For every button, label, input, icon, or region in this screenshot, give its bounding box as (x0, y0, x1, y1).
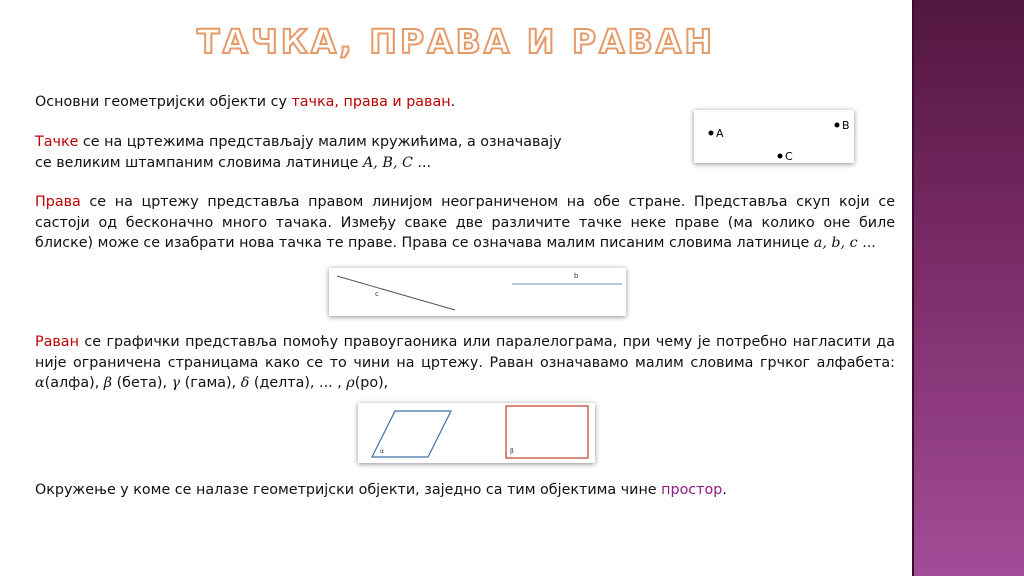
alpha-symbol: α (35, 375, 45, 391)
point-a-label: A (716, 127, 724, 140)
plane-paragraph (35, 332, 895, 394)
point-c (778, 154, 783, 159)
point-c-label: C (785, 150, 793, 163)
intro-text: Основни геометријски објекти су (35, 94, 292, 110)
beta-symbol: β (103, 375, 113, 391)
point-a (709, 131, 714, 136)
points-line1: се на цртежима представљају малим кружићима, а означавају (78, 134, 562, 150)
line-c-label: c (375, 290, 379, 298)
points-ellipsis: ... (412, 154, 432, 171)
space-text: Окружење у коме се налазе геометријски објекти, заједно са тим објектима чине (35, 482, 662, 498)
line-b-label: b (574, 272, 579, 280)
space-highlight: простор (661, 482, 723, 498)
delta-name: (делта), ... , (249, 375, 347, 391)
point-b (835, 123, 840, 128)
line-term: Права (35, 194, 81, 210)
line-text: се на цртежу представља правом линијом неограниченом на обе стране. Представља скуп који се састоји од бесконачно много тачака. Између сваке две различите тачке неке праве (ма колико оне биле блиске) може се изабрати нова тачка те праве. Права се означава малим писаним словима латинице (35, 194, 895, 251)
intro-highlight: тачка, права и раван (291, 94, 451, 110)
line-ellipsis: ... (857, 235, 876, 251)
points-figure-svg (694, 110, 854, 163)
gamma-name: (гама), (180, 375, 241, 391)
slide-title: ТАЧКА, ПРАВА И РАВАН (197, 22, 715, 61)
plane-text: се графички представља помоћу правоугаоника или паралелограма, при чему је потребно нагласити да није ограничена страницама како се то чини на цртежу. Раван означавамо малим словима грчког алфабета: (35, 334, 895, 371)
plane-beta-label: β (510, 448, 514, 455)
planes-figure (358, 403, 595, 463)
points-math: A, B, C (362, 154, 413, 171)
alpha-name: (алфа), (44, 375, 104, 391)
point-b-label: B (842, 119, 850, 132)
line-paragraph (35, 192, 895, 254)
rho-name: (ро), (354, 375, 389, 391)
side-decoration-bar (912, 0, 1024, 576)
line-c (337, 276, 455, 310)
intro-end: . (450, 94, 456, 110)
plane-alpha-label: α (380, 448, 384, 455)
rho-symbol: ρ (346, 375, 355, 391)
lines-figure (329, 268, 626, 316)
points-paragraph (35, 132, 635, 173)
planes-figure-svg (358, 403, 595, 463)
intro-paragraph (35, 92, 455, 113)
points-line2: се великим штампаним словима латинице (35, 154, 363, 171)
gamma-symbol: γ (171, 375, 181, 391)
delta-symbol: δ (240, 375, 250, 391)
lines-figure-svg (329, 268, 626, 316)
beta-name: (бета), (112, 375, 172, 391)
plane-term: Раван (35, 334, 79, 350)
line-math: a, b, c (813, 235, 858, 251)
points-term: Тачке (35, 134, 79, 150)
plane-rectangle (506, 406, 588, 458)
space-paragraph (35, 480, 727, 501)
points-figure (694, 110, 854, 163)
space-end: . (722, 482, 727, 498)
